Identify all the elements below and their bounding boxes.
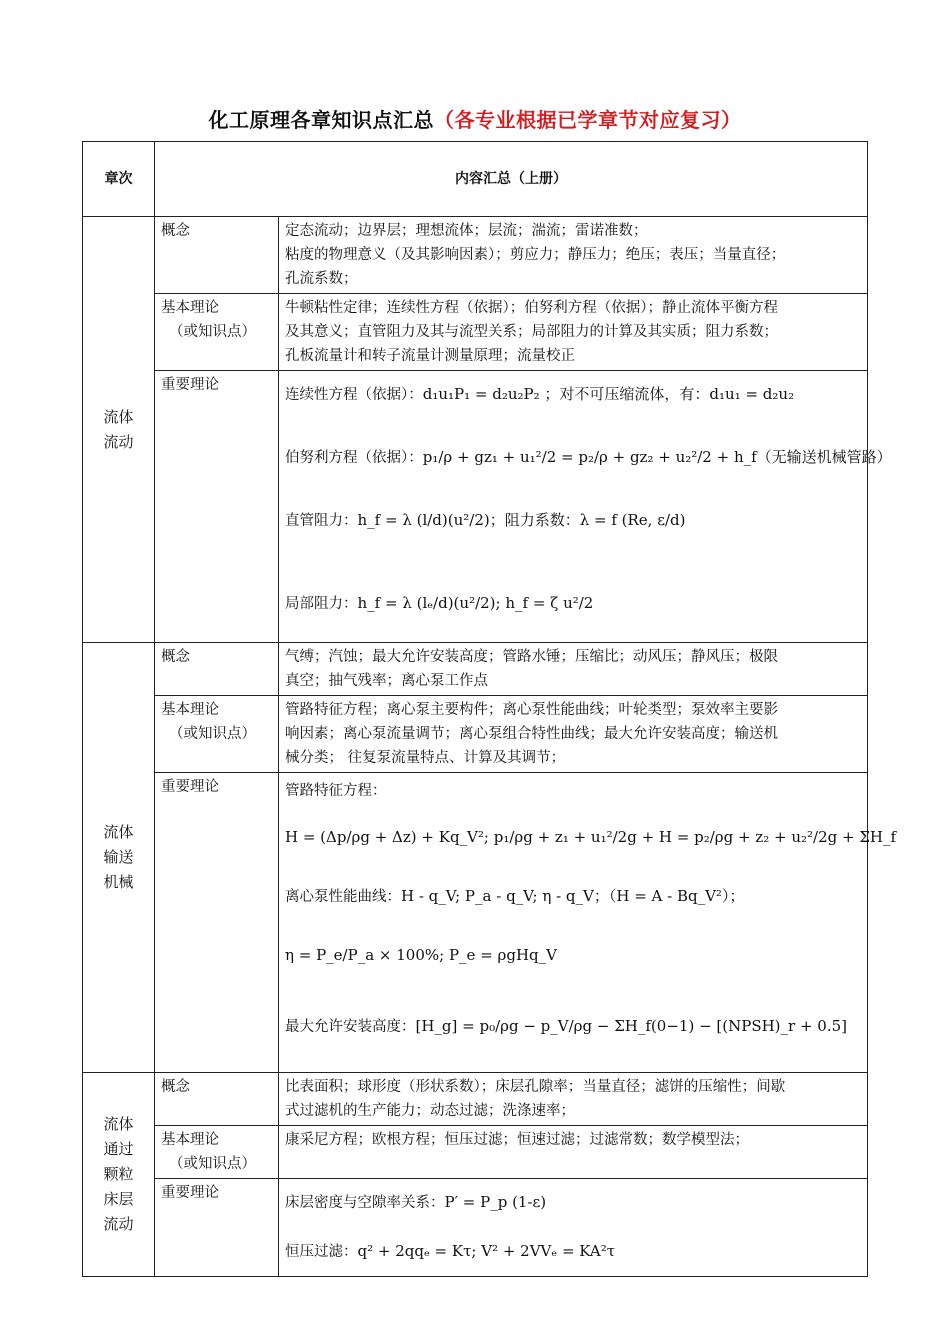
formula: 连续性方程（依据）：d₁u₁P₁ = d₂u₂P₂ ；对不可压缩流体，有：d₁u₁ = d₂u₂: [285, 385, 795, 403]
row-content: [279, 773, 897, 1073]
table-row: [83, 294, 868, 371]
table-row: [83, 773, 868, 1073]
row-label: 重要理论: [155, 773, 279, 1073]
table-row: [83, 1073, 868, 1126]
header-content: 内容汇总（上册）: [155, 142, 868, 217]
formula: 恒压过滤：q² + 2qqₑ = Kτ; V² + 2VVₑ = KA²τ: [285, 1242, 616, 1260]
table-row: [83, 696, 868, 773]
chapter-cell: 流体 通过 颗粒 床层 流动: [83, 1073, 155, 1277]
row-label: 基本理论 （或知识点）: [155, 696, 279, 773]
table-row: [83, 371, 868, 643]
row-label: 概念: [155, 217, 279, 294]
table-row: [83, 1126, 868, 1179]
row-content: [279, 371, 892, 643]
row-label: 概念: [155, 643, 279, 696]
row-label: 概念: [155, 1073, 279, 1126]
formula: 离心泵性能曲线：H - q_V; P_a - q_V; η - q_V；（H = A - Bq_V²）；: [285, 887, 745, 905]
title-highlight: （各专业根据已学章节对应复习）: [434, 108, 742, 132]
row-content: [279, 1179, 868, 1277]
page-title: 化工原理各章知识点汇总（各专业根据已学章节对应复习）: [208, 108, 742, 132]
formula: η = P_e/P_a × 100%; P_e = ρgHq_V: [285, 946, 557, 964]
table-row: [83, 1179, 868, 1277]
formula: 管路特征方程：: [285, 783, 387, 799]
formula: 伯努利方程（依据）：p₁/ρ + gz₁ + u₁²/2 = p₂/ρ + gz₂ + u₂²/2 + h_f（无输送机械管路）: [285, 448, 892, 466]
formula: 直管阻力：h_f = λ (l/d)(u²/2)；阻力系数：λ = f (Re, ε/d): [285, 511, 686, 529]
header-row: [83, 142, 868, 217]
table-row: [83, 217, 868, 294]
formula: 局部阻力：h_f = λ (lₑ/d)(u²/2); h_f = ζ u²/2: [285, 594, 594, 612]
row-content: 康采尼方程；欧根方程；恒压过滤；恒速过滤；过滤常数；数学模型法；: [279, 1126, 868, 1179]
row-label: 基本理论 （或知识点）: [155, 294, 279, 371]
formula: H = (Δp/ρg + Δz) + Kq_V²; p₁/ρg + z₁ + u₁²/2g + H = p₂/ρg + z₂ + u₂²/2g + ΣH_f: [285, 828, 897, 846]
summary-table: [82, 141, 897, 1277]
row-content: 定态流动；边界层；理想流体；层流；湍流；雷诺准数； 粘度的物理意义（及其影响因素）；剪应力；静压力；绝压；表压；当量直径； 孔流系数；: [279, 217, 868, 294]
row-label: 重要理论: [155, 1179, 279, 1277]
header-chapter: 章次: [83, 142, 155, 217]
row-label: 基本理论 （或知识点）: [155, 1126, 279, 1179]
formula: 床层密度与空隙率关系：P′ = P_p (1-ε): [285, 1193, 547, 1211]
table-row: [83, 643, 868, 696]
row-content: 比表面积；球形度（形状系数）；床层孔隙率；当量直径；滤饼的压缩性；间歇 式过滤机的生产能力；动态过滤；洗涤速率；: [279, 1073, 868, 1126]
formula: 最大允许安装高度：[H_g] = p₀/ρg − p_V/ρg − ΣH_f(0−1) − [(NPSH)_r + 0.5]: [285, 1017, 848, 1035]
row-label: 重要理论: [155, 371, 279, 643]
row-content: 气缚；汽蚀；最大允许安装高度；管路水锤；压缩比；动风压；静风压；极限 真空；抽气残率；离心泵工作点: [279, 643, 868, 696]
chapter-cell: 流体 输送 机械: [83, 643, 155, 1073]
row-content: 牛顿粘性定律；连续性方程（依据）；伯努利方程（依据）；静止流体平衡方程 及其意义；直管阻力及其与流型关系；局部阻力的计算及其实质；阻力系数； 孔板流量计和转子流量计测量原理；流量校正: [279, 294, 868, 371]
chapter-cell: 流体 流动: [83, 217, 155, 643]
row-content: 管路特征方程；离心泵主要构件；离心泵性能曲线；叶轮类型；泵效率主要影 响因素；离心泵流量调节；离心泵组合特性曲线；最大允许安装高度；输送机 械分类； 往复泵流量特点、计算及其调节；: [279, 696, 868, 773]
